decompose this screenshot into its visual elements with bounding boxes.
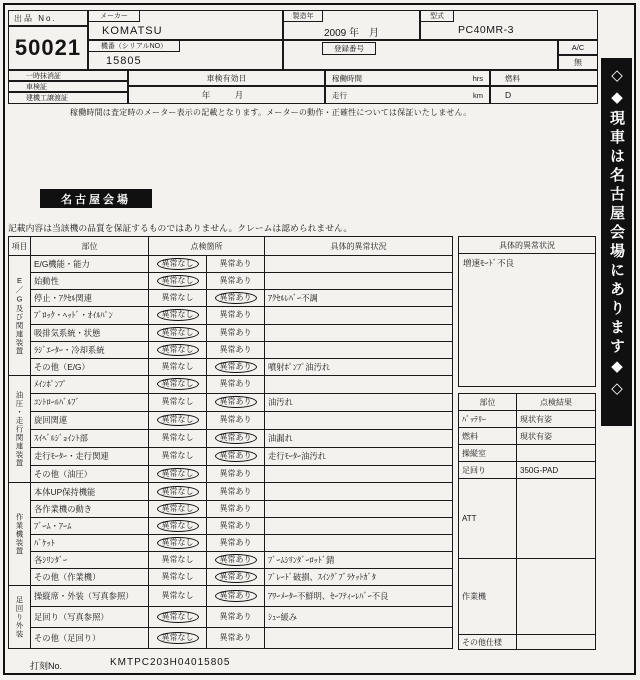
circled-ng: 異常あり — [215, 571, 257, 583]
abnormal-note: ｱｸｾﾙﾚﾊﾞｰ不調 — [265, 290, 453, 307]
circled-ok: 異常なし — [157, 327, 199, 339]
group-label: E／G及び関連装置 — [9, 256, 31, 376]
check-label-ng: 異常あり — [219, 310, 252, 320]
abnormal-note: ｱﾜｰﾒｰﾀｰ不鮮明、ｾｰﾌﾃｨｰﾚﾊﾞｰ不良 — [265, 586, 453, 607]
travel-unit: km — [473, 90, 483, 100]
abnormal-note — [265, 483, 453, 500]
part-name: ｺﾝﾄﾛｰﾙﾊﾞﾙﾌﾞ — [31, 393, 149, 411]
col-check-header: 点検箇所 — [149, 237, 265, 256]
check-label-ng: 異常あり — [219, 415, 252, 425]
check-cell-ok — [149, 569, 207, 586]
summary-part: 足回り — [459, 462, 517, 479]
abnormal-note — [265, 324, 453, 341]
inspection-row — [9, 552, 453, 569]
doc-temp-deregistration: 一時抹消証 — [8, 70, 128, 81]
abnormal-note — [265, 411, 453, 429]
inspection-row — [9, 393, 453, 411]
group-label: 足回り外装 — [9, 586, 31, 649]
circled-ng: 異常あり — [215, 554, 257, 566]
inspection-row — [9, 290, 453, 307]
summary-part: ﾊﾞｯﾃﾘｰ — [459, 411, 517, 428]
summary-part: 作業機 — [459, 559, 517, 635]
circled-ok: 異常なし — [157, 520, 199, 532]
check-cell-ok — [149, 393, 207, 411]
meter-disclaimer: 稼働時間は査定時のメーター表示の記載となります。メーターの動作・正確性については保証いたしません。 — [70, 108, 472, 117]
check-cell-ok — [149, 411, 207, 429]
abnormal-note — [265, 273, 453, 290]
check-cell-ng — [207, 411, 265, 429]
check-cell-ng — [207, 465, 265, 483]
summary-row-work-equipment — [459, 559, 596, 635]
check-label-ok: 異常なし — [161, 397, 194, 407]
venue-badge: 名古屋会場 — [40, 189, 152, 208]
summary-result — [517, 445, 596, 462]
inspection-row — [9, 483, 453, 500]
abnormal-detail-header: 具体的異常状況 — [459, 237, 595, 254]
stamp-no-label: 打刻No. — [30, 661, 63, 671]
abnormal-note: 走行ﾓｰﾀｰ油汚れ — [265, 447, 453, 465]
model-label: 型式 — [420, 10, 454, 22]
part-name: 各作業機の動き — [31, 500, 149, 517]
check-label-ng: 異常あり — [219, 612, 252, 622]
part-name: 旋回関連 — [31, 411, 149, 429]
doc-shaken-cert: 車検証 — [8, 81, 128, 92]
doc-transfer-cert: 建機工譲渡証 — [8, 92, 128, 104]
summary-result: 現状有姿 — [517, 428, 596, 445]
abnormal-note: 油汚れ — [265, 393, 453, 411]
abnormal-detail-line: 増速ﾓｰﾄﾞ不良 — [463, 258, 515, 268]
fuel-value: D — [505, 90, 512, 100]
group-label: 油圧・走行関連装置 — [9, 375, 31, 482]
check-cell-ok — [149, 307, 207, 324]
check-cell-ng — [207, 358, 265, 375]
part-name: E/G機能・能力 — [31, 256, 149, 273]
check-cell-ok — [149, 534, 207, 551]
circled-ok: 異常なし — [157, 414, 199, 426]
mfg-year-value: 2009 年 月 — [323, 28, 380, 39]
check-cell-ok — [149, 447, 207, 465]
check-cell-ok — [149, 273, 207, 290]
check-cell-ng — [207, 586, 265, 607]
check-label-ng: 異常あり — [219, 276, 252, 286]
check-cell-ng — [207, 483, 265, 500]
check-label-ng: 異常あり — [219, 327, 252, 337]
circled-ng: 異常あり — [215, 590, 257, 602]
abnormal-detail-panel — [458, 236, 596, 387]
inspection-row — [9, 324, 453, 341]
check-cell-ok — [149, 607, 207, 628]
check-cell-ok — [149, 483, 207, 500]
check-label-ok: 異常なし — [161, 572, 194, 582]
serial-value: 15805 — [106, 55, 142, 67]
check-label-ng: 異常あり — [219, 633, 252, 642]
abnormal-note: ﾌﾞﾚｰﾄﾞ破損、ｽｲﾝｸﾞﾌﾞﾗｹｯﾄｶﾞﾀ — [265, 569, 453, 586]
inspection-row — [9, 500, 453, 517]
inspection-row — [9, 534, 453, 551]
summary-row-cab — [459, 445, 596, 462]
model-value: PC40MR-3 — [458, 24, 514, 36]
part-name: ｽｲﾍﾞﾙｼﾞｮｲﾝﾄ部 — [31, 429, 149, 447]
check-cell-ok — [149, 552, 207, 569]
shaken-valid-value: 年 月 — [128, 86, 325, 104]
registration-label: 登録番号 — [322, 42, 376, 55]
circled-ng: 異常あり — [215, 292, 257, 304]
ac-value: 無 — [558, 55, 598, 70]
check-cell-ok — [149, 465, 207, 483]
check-cell-ok — [149, 324, 207, 341]
part-name: その他（作業機） — [31, 569, 149, 586]
circled-ok: 異常なし — [157, 503, 199, 515]
summary-result — [517, 479, 596, 559]
part-name: 本体UP保持機能 — [31, 483, 149, 500]
check-cell-ng — [207, 429, 265, 447]
check-cell-ng — [207, 256, 265, 273]
summary-row-fuel — [459, 428, 596, 445]
summary-part: 燃料 — [459, 428, 517, 445]
check-cell-ng — [207, 569, 265, 586]
maker-label: メーカー — [88, 10, 140, 22]
circled-ok: 異常なし — [157, 611, 199, 623]
fuel-label-cell — [490, 70, 598, 86]
inspection-row — [9, 429, 453, 447]
group-label: 作業機装置 — [9, 483, 31, 586]
stamp-no-value: KMTPC203H04015805 — [110, 657, 231, 668]
abnormal-note — [265, 534, 453, 551]
inspection-row — [9, 375, 453, 393]
check-cell-ok — [149, 429, 207, 447]
inspection-row — [9, 465, 453, 483]
mfg-year-label: 製造年 — [283, 10, 323, 22]
check-cell-ng — [207, 341, 265, 358]
check-cell-ng — [207, 307, 265, 324]
part-name: 足回り（写真参照） — [31, 607, 149, 628]
summary-row-att — [459, 479, 596, 559]
check-cell-ok — [149, 341, 207, 358]
check-label-ng: 異常あり — [219, 468, 252, 478]
abnormal-note: 油漏れ — [265, 429, 453, 447]
exhibit-no-value: 50021 — [8, 26, 88, 70]
summary-header-row — [459, 394, 596, 411]
check-cell-ok — [149, 290, 207, 307]
check-cell-ok — [149, 586, 207, 607]
operating-hours-cell — [325, 70, 490, 86]
check-label-ng: 異常あり — [219, 537, 252, 547]
part-name: 操縦席・外装（写真参照） — [31, 586, 149, 607]
check-cell-ng — [207, 393, 265, 411]
circled-ng: 異常あり — [215, 361, 257, 373]
circled-ok: 異常なし — [157, 258, 199, 270]
circled-ok: 異常なし — [157, 309, 199, 321]
circled-ok: 異常なし — [157, 344, 199, 356]
circled-ok: 異常なし — [157, 486, 199, 498]
circled-ng: 異常あり — [215, 450, 257, 462]
exhibit-no-label: 出品 No. — [8, 10, 88, 26]
circled-ok: 異常なし — [157, 537, 199, 549]
check-cell-ng — [207, 552, 265, 569]
abnormal-note — [265, 375, 453, 393]
summary-part: 操縦室 — [459, 445, 517, 462]
fuel-label: 燃料 — [505, 73, 520, 83]
check-cell-ng — [207, 517, 265, 534]
inspection-table-body — [9, 256, 453, 649]
check-cell-ok — [149, 358, 207, 375]
travel-label: 走行 — [332, 90, 347, 100]
inspection-row — [9, 273, 453, 290]
fuel-value-cell — [490, 86, 598, 104]
check-label-ng: 異常あり — [219, 344, 252, 354]
abnormal-note — [265, 256, 453, 273]
part-name: ﾒｲﾝﾎﾟﾝﾌﾟ — [31, 375, 149, 393]
abnormal-note: 噴射ﾎﾟﾝﾌﾟ油汚れ — [265, 358, 453, 375]
inspection-row — [9, 341, 453, 358]
summary-col-part: 部位 — [459, 394, 517, 411]
inspection-row — [9, 447, 453, 465]
check-cell-ng — [207, 628, 265, 649]
summary-row-battery — [459, 411, 596, 428]
operating-hours-unit: hrs — [472, 73, 483, 83]
check-cell-ng — [207, 324, 265, 341]
inspection-row — [9, 256, 453, 273]
check-label-ng: 異常あり — [219, 503, 252, 513]
col-part-header: 部位 — [31, 237, 149, 256]
summary-result — [517, 559, 596, 635]
summary-table — [458, 393, 596, 650]
part-name: ﾌﾞｰﾑ・ｱｰﾑ — [31, 517, 149, 534]
summary-part: ATT — [459, 479, 517, 559]
inspection-row — [9, 607, 453, 628]
operating-hours-label: 稼働時間 — [332, 73, 362, 83]
part-name: 停止・ｱｸｾﾙ関連 — [31, 290, 149, 307]
summary-row-other-spec — [459, 635, 596, 650]
circled-ng: 異常あり — [215, 432, 257, 444]
inspection-header-row — [9, 237, 453, 256]
check-cell-ng — [207, 447, 265, 465]
part-name: ﾗｼﾞｴｰﾀｰ・冷却系統 — [31, 341, 149, 358]
circled-ng: 異常あり — [215, 396, 257, 408]
inspection-row — [9, 358, 453, 375]
check-label-ok: 異常なし — [161, 361, 194, 371]
inspection-row — [9, 569, 453, 586]
check-label-ng: 異常あり — [219, 259, 252, 269]
part-name: ﾊﾞｹｯﾄ — [31, 534, 149, 551]
col-item-header: 項目 — [9, 237, 31, 256]
summary-col-result: 点検結果 — [517, 394, 596, 411]
inspection-row — [9, 411, 453, 429]
check-cell-ng — [207, 273, 265, 290]
abnormal-note: ｼｭｰ緩み — [265, 607, 453, 628]
check-cell-ok — [149, 500, 207, 517]
inspection-row — [9, 517, 453, 534]
check-cell-ok — [149, 628, 207, 649]
summary-row-undercarriage — [459, 462, 596, 479]
part-name: その他（E/G） — [31, 358, 149, 375]
quality-notice: 記載内容は当該機の品質を保証するものではありません。クレームは認められません。 — [8, 223, 353, 233]
part-name: 始動性 — [31, 273, 149, 290]
check-cell-ok — [149, 517, 207, 534]
check-label-ng: 異常あり — [219, 520, 252, 530]
check-cell-ng — [207, 375, 265, 393]
check-cell-ok — [149, 375, 207, 393]
check-cell-ng — [207, 534, 265, 551]
inspection-row — [9, 307, 453, 324]
abnormal-note — [265, 517, 453, 534]
part-name: 吸排気系統・状態 — [31, 324, 149, 341]
check-cell-ng — [207, 500, 265, 517]
serial-label: 機番（シリアルNO） — [88, 40, 180, 52]
part-name: その他（油圧） — [31, 465, 149, 483]
check-cell-ng — [207, 290, 265, 307]
abnormal-note — [265, 628, 453, 649]
check-label-ok: 異常なし — [161, 555, 194, 565]
check-label-ng: 異常あり — [219, 486, 252, 496]
part-name: 走行ﾓｰﾀｰ・走行関連 — [31, 447, 149, 465]
summary-panel — [458, 393, 596, 649]
circled-ok: 異常なし — [157, 378, 199, 390]
inspection-row — [9, 628, 453, 649]
abnormal-note — [265, 500, 453, 517]
abnormal-note — [265, 465, 453, 483]
ac-label: A/C — [558, 40, 598, 55]
part-name: 各ｼﾘﾝﾀﾞｰ — [31, 552, 149, 569]
travel-cell — [325, 86, 490, 104]
inspection-table — [8, 236, 453, 649]
inspection-row — [9, 586, 453, 607]
circled-ok: 異常なし — [157, 275, 199, 287]
check-label-ok: 異常なし — [161, 451, 194, 461]
circled-ok: 異常なし — [157, 468, 199, 480]
abnormal-note — [265, 341, 453, 358]
maker-value: KOMATSU — [102, 25, 163, 37]
abnormal-detail-body — [459, 254, 595, 272]
check-label-ok: 異常なし — [161, 433, 194, 443]
check-label-ng: 異常あり — [219, 379, 252, 389]
abnormal-note — [265, 307, 453, 324]
check-label-ok: 異常なし — [161, 591, 194, 601]
check-label-ok: 異常なし — [161, 293, 194, 303]
col-detail-header: 具体的異常状況 — [265, 237, 453, 256]
abnormal-note: ﾌﾞｰﾑｼﾘﾝﾀﾞｰﾛｯﾄﾞ錆 — [265, 552, 453, 569]
shaken-valid-label: 車検有効日 — [128, 70, 325, 86]
summary-part: その他仕様 — [459, 635, 517, 650]
part-name: ﾌﾞﾛｯｸ・ﾍｯﾄﾞ・ｵｲﾙﾊﾟﾝ — [31, 307, 149, 324]
circled-ok: 異常なし — [157, 632, 199, 644]
summary-result — [517, 635, 596, 650]
summary-result: 350G-PAD — [517, 462, 596, 479]
summary-result: 現状有姿 — [517, 411, 596, 428]
venue-side-banner: ◇◆現車は名古屋会場にあります◆◇ — [601, 58, 632, 426]
check-cell-ok — [149, 256, 207, 273]
part-name: その他（足回り） — [31, 628, 149, 649]
check-cell-ng — [207, 607, 265, 628]
